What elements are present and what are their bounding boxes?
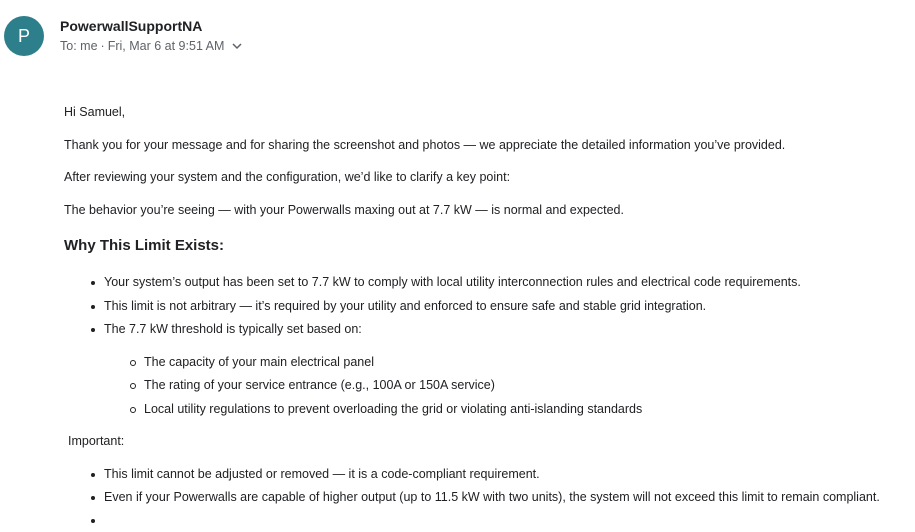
separator: · <box>100 39 105 53</box>
avatar[interactable]: P <box>4 16 44 56</box>
bullet-dot <box>91 281 95 285</box>
paragraph-1: Thank you for your message and for sharing the screenshot and photos — we appreciate the detailed information you’ve provided. <box>64 138 786 152</box>
bullet-dot <box>91 473 95 477</box>
bullet-circle <box>130 360 136 366</box>
bullet-dot <box>91 496 95 500</box>
list-item-text: Your system’s output has been set to 7.7 kW to comply with local utility interconnection rules and electrical code requirements. <box>104 275 801 289</box>
greeting: Hi Samuel, <box>64 105 126 119</box>
section-heading: Why This Limit Exists: <box>64 237 225 254</box>
email-header <box>4 16 904 60</box>
bullet-dot <box>91 519 95 523</box>
recipient: me <box>80 39 98 53</box>
paragraph-3: The behavior you’re seeing — with your Powerwalls maxing out at 7.7 kW — is normal and expected. <box>64 203 624 217</box>
bullet-circle <box>130 383 136 389</box>
list-item-text: The capacity of your main electrical panel <box>144 355 374 369</box>
list-item-text: This limit is not arbitrary — it’s required by your utility and enforced to ensure safe and stable grid integration. <box>104 299 707 313</box>
list-item-text: Even if your Powerwalls are capable of higher output (up to 11.5 kW with two units), the system will not exceed this limit to remain compliant. <box>104 490 880 504</box>
recipient-details[interactable] <box>60 39 242 53</box>
list-item-text: Local utility regulations to prevent overloading the grid or violating anti-islanding standards <box>144 402 643 416</box>
sender-name[interactable]: PowerwallSupportNA <box>60 18 203 34</box>
bullet-circle <box>130 407 136 413</box>
email-date: Fri, Mar 6 at 9:51 AM <box>107 39 225 53</box>
bullet-dot <box>91 305 95 309</box>
list-item-text: The 7.7 kW threshold is typically set based on: <box>104 322 362 336</box>
list-item-text: The rating of your service entrance (e.g., 100A or 150A service) <box>144 378 495 392</box>
to-label: To: <box>60 39 77 53</box>
important-label: Important: <box>68 434 125 448</box>
paragraph-2: After reviewing your system and the configuration, we’d like to clarify a key point: <box>64 170 511 184</box>
chevron-down-icon[interactable] <box>232 43 242 50</box>
list-item-text: This limit cannot be adjusted or removed — it is a code-compliant requirement. <box>104 467 540 481</box>
bullet-dot <box>91 328 95 332</box>
